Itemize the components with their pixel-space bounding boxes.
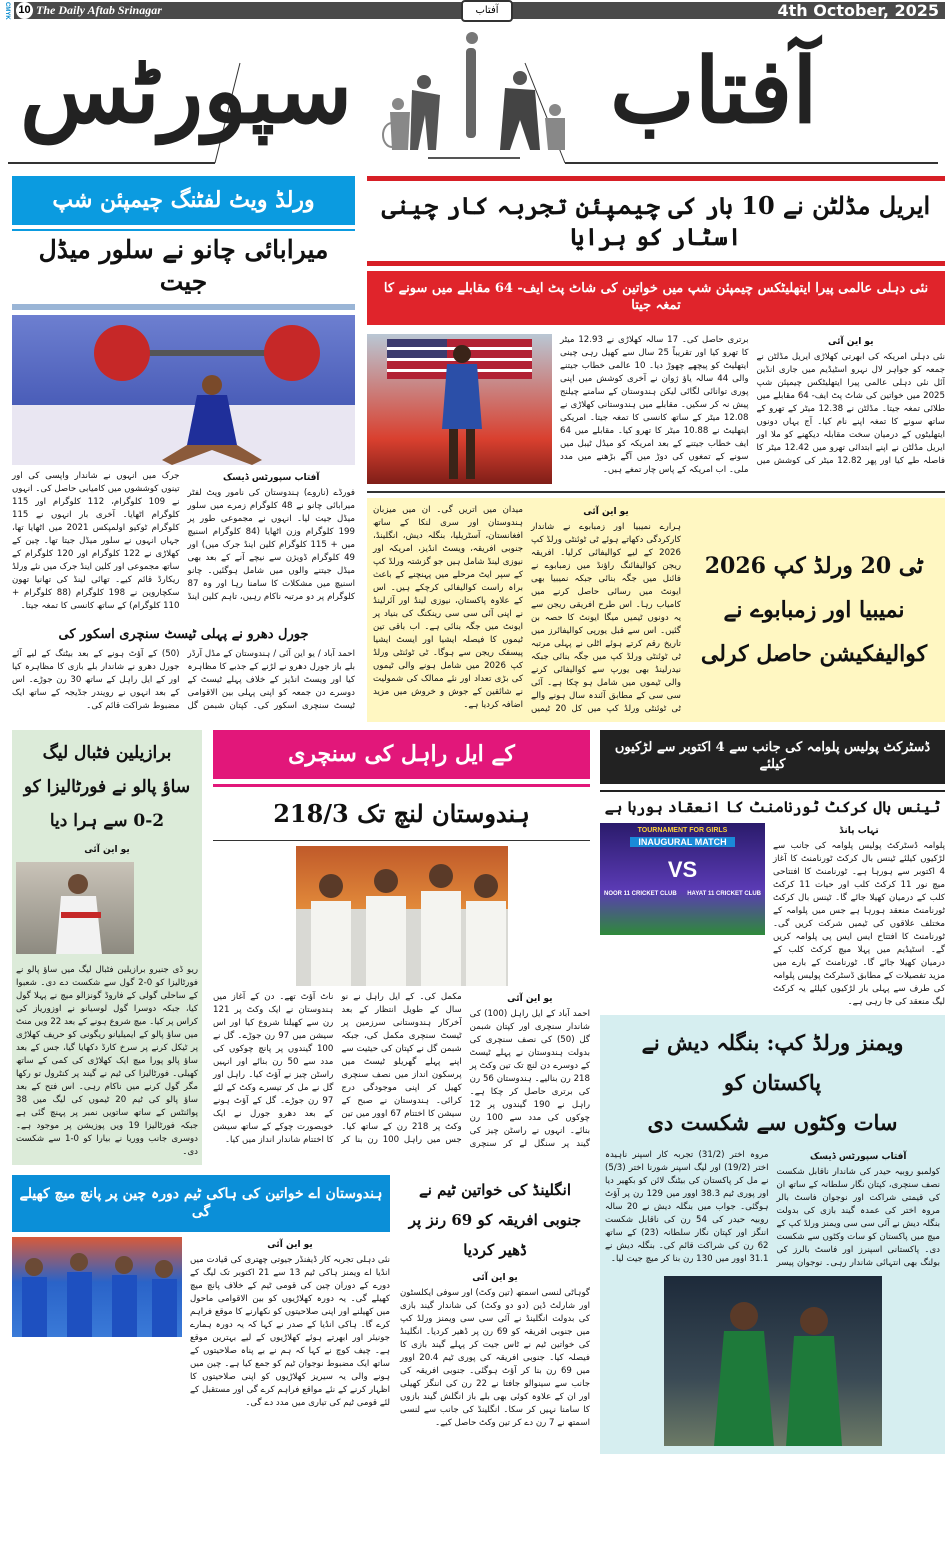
- pulwama-kicker: ڈسٹرکٹ پولیس پلوامہ کی جانب سے 4 اکتوبر سے لڑکیوں کیلئے: [614, 740, 931, 773]
- mirabai-photo: [12, 315, 355, 465]
- womens-wc-body: آفتاب سپورٹس ڈیسک کولمبو روبیہ حیدر کی شاندار ناقابل شکست نصف سنچری، کپتان نگار سلطانہ کے ساتھ ان کی قیمتی شراکت اور نوجوان فاسٹ بالر مروہ اختر کی عمدہ گیند بازی کی بدولت بنگلہ دیش نے آئی سی سی ویمنز ورلڈ کپ کے میچ میں پاکستان کو سات وکٹوں سے شکست دی۔ پاکستانی اسپنرز اور فاسٹ بالرز کی بولنگ بھی انتہائی شاندار رہی۔ نوجوان پیسر مروہ اختر (31/2) تجربہ کار اسپنر ناہیدہ اختر (19/2) اور لیگ اسپنر شورنا اختر (5/3) نے مل کر پاکستان کی بیٹنگ لائن کو بکھیر دیا اور پوری ٹیم 38.3 اوور میں 129 رن پر آؤٹ ہوگئی۔ جواب میں بنگلہ دیش نے 20 سالہ روبیہ حیدر کی 54 رن کی ناقابل شکست اننگز اور کپتان نگار سلطانہ (23) کے ساتھ 62 رن کی شراکت قائم کی۔ بنگلہ دیش نے 31.1 اوور میں 130 رن بنا کر میچ جیت لیا۔: [605, 1150, 940, 1269]
- rahul-headline: ہندوستان لنچ تک 218/3: [273, 798, 530, 828]
- middleton-subheadline: نئی دہلی عالمی پیرا ایتھلیٹکس چیمپئن شپ میں خواتین کی شاٹ پٹ ایف- 64 مقابلے میں سونے کا تمغہ جیتا: [383, 281, 929, 314]
- cmyk-marks: CMYK: [4, 2, 10, 20]
- brazil-box: [12, 730, 202, 1165]
- t20-box: [367, 498, 945, 722]
- poster-team-1: NOOR 11 CRICKET CLUB: [604, 891, 677, 898]
- page-number: 10: [16, 2, 33, 19]
- masthead-aftab: آفتاب: [610, 38, 818, 144]
- england-body: یو این آئی گوہاٹی لنسی اسمتھ (تین وکٹ) اور سوفی ایکلسٹون اور شارلٹ ڈین (دو دو وکٹ) کی شاندار گیند بازی کی بدولت انگلینڈ نے آئی سی سی ویمنز ورلڈ کپ میں جنوبی افریقہ کو 69 رن پر ڈھیر کردیا۔ انگلینڈ کی خواتین ٹیم نے ٹاس جیت کر پہلے گیند بازی کا فیصلہ کیا۔ جنوبی افریقہ کی پوری ٹیم 20.4 اوور میں 69 رن بنا کر آؤٹ ہوگئی۔ جنوبی افریقہ کی جانب سے سینوالو جافتا نے 22 رن کی اننگز کھیلی اور ان کے علاوہ کوئی بھی بلے باز انگلش گیند بازوں کا سامنا نہیں کر سکا۔ انگلینڈ کی جانب سے لنسی اسمتھ نے 7 رن دے کر تین وکٹ حاصل کیے۔: [400, 1273, 591, 1429]
- england-byline: یو این آئی: [472, 1273, 518, 1284]
- brazil-byline: یو این آئی: [84, 845, 130, 856]
- weightlifting-byline: آفتاب سپورٹس ڈیسک: [222, 472, 320, 483]
- weightlifting-body: آفتاب سپورٹس ڈیسک فورڈے (ناروے) ہندوستان کی نامور ویٹ لفٹر میرابائی چانو نے 48 کلوگرام زمرے میں سلور میڈل جیت لیا۔ انہوں نے مجموعی طور پر 199 کلوگرام وزن اٹھایا (84 کلوگرام اسنیچ میں + 115 کلوگرام کلین اینڈ جرک میں) اور 49 کلوگرام ڈویژن سے نیچے آنے کے بعد بھی میڈل جیتنے والوں میں شامل ہوگئیں۔ چانو اسنیچ میں مشکلات کا سامنا رہا اور وہ 87 کلوگرام پر دو مرتبہ ناکام رہیں، تاہم کلین اینڈ جرک میں انہوں نے شاندار واپسی کی اور تینوں کوششوں میں کامیابی حاصل کی۔ انہوں نے 109 کلوگرام، 112 کلوگرام اور 115 کلوگرام اٹھایا۔ آخری بار انہوں نے 115 کلوگرام ٹوکیو اولمپکس 2021 میں اٹھایا تھا، جہاں انہوں نے سلور میڈل جیتا تھا۔ چین کے کھلاڑی نے 122 کلوگرام اور 120 کلوگرام کے ساتھ مجموعی اور کلین اینڈ جرک میں نئے ورلڈ ریکارڈ قائم کیے۔ تھائی لینڈ کی تھانیا تھون سکچاروین نے 198 کلوگرام (88 کلوگرام + 110 کلوگرام) کے ساتھ کانسی کا تمغہ جیتا۔: [12, 470, 356, 611]
- pulwama-poster: [600, 823, 765, 935]
- rahul-kicker-box: [213, 730, 590, 779]
- t20-byline: یو این آئی: [583, 507, 629, 518]
- middleton-headline: ایریل مڈلٹن نے 10 بار کی چیمپئن تجربہ کار چینی اسٹار کو ہرایا: [381, 191, 931, 252]
- rahul-kicker: کے ایل راہل کی سنچری: [288, 741, 515, 768]
- header-logo: آفتاب: [461, 0, 513, 22]
- pulwama-kicker-box: [600, 730, 945, 784]
- poster-team-2: HAYAT 11 CRICKET CLUB: [687, 891, 761, 898]
- womens-wc-box: [600, 1015, 945, 1454]
- rahul-photo: [296, 846, 508, 986]
- weightlifting-kicker: ورلڈ ویٹ لفٹنگ چیمپئن شپ: [52, 187, 315, 213]
- middleton-body: یو این آئی نئی دہلی امریکہ کی ابھرتی کھلاڑی ایریل مڈلٹن نے جمعہ کو جواہر لال نہرو اسٹیڈیم میں جاری انڈین آئل نئی دہلی عالمی پیرا ایتھلیٹکس چیمپئن شپ 2025 میں خواتین کی شاٹ پٹ ایف- 64 مقابلے میں طلائی تمغہ جیتا۔ مڈلٹن نے 12.38 میٹر کے تھرو کے ساتھ سونے کا تمغہ اپنے نام کیا۔ آج یہاں دونوں ایتھلیٹوں کے درمیان سخت مقابلہ دیکھنے کو ملا اور ایریل مڈلٹن نے اپنے ابتدائی تھرو میں 12.42 میٹر کا فاصلہ طے کیا اور پھر 12.82 میٹر کی کوشش میں برتری حاصل کی۔ 17 سالہ کھلاڑی نے 12.93 میٹر کا تھرو کیا اور تقریباً 25 سال سے کھیل رہی چینی ایتھلیٹ کو پیچھے چھوڑ دیا۔ 10 عالمی خطاب جیتنے والی 44 سالہ یاؤ ژوان نے آخری کوشش میں اپنی پوری توانائی لگائی لیکن ہندوستان کے سامنے چیلنج پیش نہ کر سکیں۔ مقابلے میں ہندوستانی کھلاڑی نے 12.08 میٹر کے ساتھ کانسی کا تمغہ جیتا۔ امریکی ایتھلیٹ نے 10.88 میٹر کا تھرو کیا۔ مقابلے میں 64 ایف خطاب جیتنے کے بعد امریکہ کو میڈل ٹیبل میں سونے کے تمغوں کی دوڑ میں آگے بڑھنے میں مدد ملی۔ اب امریکہ کے پاس چار تمغے ہیں۔: [560, 335, 945, 476]
- issue-date: 4th October, 2025: [777, 1, 939, 20]
- poster-title: TOURNAMENT FOR GIRLS: [637, 827, 728, 835]
- womens-wc-byline: آفتاب سپورٹس ڈیسک: [809, 1152, 907, 1163]
- pulwama-headline: ٹینس بال کرکٹ ٹورنامنٹ کا انعقاد ہورہا ہے: [604, 797, 941, 816]
- paper-name: The Daily Aftab Srinagar: [36, 3, 162, 17]
- brazil-headline: برازیلین فٹبال لیگ ساؤ پالو نے فورٹالیزا کو 0-2 سے ہرا دیا: [23, 743, 191, 832]
- page-content: [12, 176, 945, 1460]
- womens-wc-photo: [664, 1276, 882, 1446]
- hockey-byline: یو این آئی: [267, 1239, 313, 1250]
- t20-headline-line2: نمیبیا اور زمبابوے نے: [723, 597, 905, 624]
- middleton-byline: یو این آئی: [828, 337, 874, 348]
- womens-wc-headline: ویمنز ورلڈ کپ: بنگلہ دیش نے پاکستان کو سات وکٹوں سے شکست دی: [641, 1030, 904, 1136]
- t20-headline-line3: کوالیفکیشن حاصل کرلی: [700, 641, 928, 668]
- hockey-body: یو این آئی نئی دہلی تجربہ کار ڈیفنڈر جیوتی چھتری کی قیادت میں انڈیا اے ویمنز ہاکی ٹیم 13 سے 21 اکتوبر تک لیگ کے دورے کے دوران چین کی قومی ٹیم کے خلاف پانچ میچ کھیلے گی۔ یہ دورہ کھلاڑیوں کو بین الاقوامی ماحول میں کھیلنے اور اپنی صلاحیتوں کو نکھارنے کا موقع فراہم کرے گا۔ ہاکی انڈیا کے صدر نے کہا کہ یہ دورہ ہمارے جونیئر اور ابھرتے ہوئے کھلاڑیوں کے لیے بہترین موقع ہے۔ چیف کوچ نے کہا کہ ہم نے بے پناہ صلاحیتوں کے ساتھ ایک مضبوط نوجوان ٹیم کو جمع کیا ہے۔ چین میں ہونے والی یہ سیریز کھلاڑیوں کو اپنی صلاحیتوں کا اظہار کرنے کے نئے مواقع فراہم کرے گی اور مستقبل کے لئے قومی ٹیم کی تیاری میں مدد دے گی۔: [190, 1239, 390, 1408]
- england-headline: انگلینڈ کی خواتین ٹیم نے جنوبی افریقہ کو 69 رنز پر ڈھیر کردیا: [408, 1181, 582, 1260]
- poster-vs: VS: [667, 857, 698, 883]
- weightlifting-headline: میرابائی چانو نے سلور میڈل جیت: [38, 234, 329, 297]
- hockey-headline-box: [12, 1175, 390, 1231]
- t20-body: یو این آئی ہرارے نمیبیا اور زمبابوے نے شاندار کارکردگی دکھاتے ہوئے ٹی ٹوئنٹی ورلڈ کپ 2026 کے لیے کوالیفائی کرلیا۔ افریقہ ریجن کوالیفائنگ راؤنڈ میں زمبابوے نے فائنل میں جگہ بنائی جبکہ نمیبیا بھی ایونٹ میں رسائی حاصل کرنے میں کامیاب رہا۔ اس طرح افریقی ریجن سے یہ دونوں ٹیمیں میگا ایونٹ کا حصہ بن گئیں۔ اس سے قبل یورپی کوالیفائرز میں تاریخ رقم کرتے ہوئے اٹلی نے پہلی مرتبہ ٹی ٹوئنٹی ورلڈ کپ میں جگہ بنائی جبکہ نیدرلینڈ بھی یورپ سے کوالیفائی کرنے والی ٹیموں میں شامل ہو چکا ہے۔ آئی سی سی کے مطابق آئندہ سال ہونے والے ٹی ٹوئنٹی ورلڈ کپ میں کل 20 ٹیمیں میدان میں اتریں گی۔ ان میں میزبان ہندوستان اور سری لنکا کے ساتھ افغانستان، آسٹریلیا، بنگلہ دیش، انگلینڈ، جنوبی افریقہ، ویسٹ انڈیز، امریکہ اور نیوزی لینڈ شامل ہیں جو گزشتہ ورلڈ کپ کے سپر ایٹ مرحلے میں پہنچنے کے باعث براہ راست کوالیفائی کرچکے ہیں۔ اس کے علاوہ پاکستان، نیوزی لینڈ اور آئرلینڈ نے اپنی آئی سی سی رینکنگ کی بنیاد پر ایونٹ میں جگہ بنائی ہے۔ اب باقی تین ٹیموں کا فیصلہ ایشیا اور ایسٹ ایشیا پیسفک ریجن سے ہوگا۔ ٹی ٹوئنٹی ورلڈ کپ 2026 میں شامل ہونے والی ٹیموں کی بڑی تعداد اور نئے ممالک کی شمولیت نے شائقین کے جوش و خروش میں مزید اضافہ کردیا ہے۔: [373, 505, 681, 715]
- brazil-photo: [16, 862, 134, 954]
- rahul-body: یو این آئی احمد آباد کے ایل راہل (100) کی شاندار سنچری اور کپتان شبمن گل (50) کی نصف سنچری کی بدولت ہندوستان نے پہلے ٹیسٹ کے دوسرے دن لنچ تک تین وکٹ پر 218 رن بنالیے۔ ہندوستان 56 رن کی برتری حاصل کر چکا ہے۔ راہل نے 190 گیندوں پر 12 چوکوں کی مدد سے 100 رن بنائے۔ انہوں نے راسٹن چیز کی گیند پر سنگل لے کر سنچری مکمل کی۔ کے ایل راہل نے نو سال کے طویل انتظار کے بعد آخرکار ہندوستانی سرزمین پر ٹیسٹ سنچری مکمل کی، جبکہ شبمن گل نے کپتان کی حیثیت سے اپنے پہلے گھریلو ٹیسٹ میں پرسکون انداز میں نصف سنچری کھیل کر اپنی موجودگی درج کرائی۔ ہندوستان نے صبح کے سیشن کا اختتام 67 اوور میں تین وکٹ پر 218 رن کے ساتھ کیا۔ جس میں راہل 100 رن بنا کر ناٹ آؤٹ تھے۔ دن کے آغاز میں ہندوستان نے ایک وکٹ پر 121 رن سے کھیلنا شروع کیا اور اس سیشن میں 97 رن جوڑے۔ گل نے 100 گیندوں پر پانچ چوکوں کی مدد سے 50 رن بنائے اور انہیں راسٹن چیز نے آؤٹ کیا۔ راہل اور گل نے مل کر تیسرے وکٹ کے لئے 97 رن جوڑے۔ گل کے آؤٹ ہونے کے بعد دھرو جورل نے ایک خوبصورت چوکے کے ساتھ سیشن کا اختتام شاندار انداز میں کیا۔: [213, 991, 590, 1149]
- middleton-subhead-box: [367, 271, 945, 325]
- middleton-photo: [367, 334, 552, 484]
- top-bar: [14, 2, 945, 19]
- t20-headline: [689, 544, 939, 676]
- masthead-sports: سپورٹس: [20, 38, 353, 144]
- poster-subtitle: INAUGURAL MATCH: [630, 837, 735, 847]
- rahul-byline: یو این آئی: [507, 993, 553, 1004]
- jurel-headline: جورل دھرو نے پہلی ٹیسٹ سنچری اسکور کی: [58, 626, 309, 642]
- weightlifting-kicker-box: [12, 176, 355, 229]
- brazil-body: ریو ڈی جنیرو برازیلین فٹبال لیگ میں ساؤ پالو نے فورٹالیزا کو 0-2 گول سے شکست دے دی۔ شعبوا کے ساحلی گولی کے فاروڈ گونزالو میچ نے پہلا گول کیا، جبکہ دوسرا گول لوسیانو نے اوزوریاز کی کراس پر کیا۔ میچ شروع ہونے کے بعد 22 ویں منٹ میں ساؤ پالو کے ایمیلیانو ریگونی کو حریف کھلاڑی پر ٹیکل کرنے پر سرخ کارڈ دکھایا گیا، جس کے بعد ساؤ پالو پورا میچ ایک کھلاڑی کی کمی کے ساتھ کھیلی۔ فورٹالیزا کی ٹیم نے گیند پر کنٹرول تو رکھا مگر گول کرنے میں ناکام رہی۔ اس فتح کے بعد ساؤ پالو کی ٹیم 20 ٹیموں کی لیگ میں 38 پوائنٹس کے ساتھ ساتویں نمبر پر پہنچ گئی ہے جبکہ فورٹالیزا 19 ویں پوزیشن پر موجود ہے۔ دوسری جانب ووریا نے بیارا کو 0-1 سے شکست دی۔: [16, 965, 199, 1158]
- hockey-photo: [12, 1237, 182, 1337]
- hockey-headline: ہندوستان اے خواتین کی ہاکی ٹیم دورہ چین پر پانچ میچ کھیلے گی: [19, 1186, 383, 1221]
- pulwama-body: تہاب پانڈ پلوامہ ڈسٹرکٹ پولیس پلوامہ کی جانب سے لڑکیوں کیلئے ٹینس بال کرکٹ ٹورنامنٹ کا آغاز 4 اکتوبر سے ہورہا ہے۔ ٹورنامنٹ کا افتتاحی میچ نور 11 کرکٹ کلب اور حیات 11 کرکٹ کلب کے درمیان کھیلا جائے گا۔ ٹینس بال کرکٹ ٹورنامنٹ منعقد ہورہا ہے جس میں پلوامہ کے مختلف علاقوں کی ٹیمیں شرکت کریں گی۔ ٹورنامنٹ کا افتتاح ایس ایس پی پلوامہ کریں گے۔ اسٹیڈیم میں پہلا میچ کرکٹ کلب کے درمیان کھیلا جائے گا۔ ٹورنامنٹ کے بارے میں مزید تفصیلات کے مطابق ڈسٹرکٹ پولیس پلوامہ کی طرف سے پہلی بار لڑکیوں کیلئے یہ کرکٹ لیگ منعقد کی جا رہی ہے۔: [773, 826, 945, 1008]
- jurel-body: احمد آباد / یو این آئی / ہندوستان کے مڈل آرڈر بلے باز جورل دھرو نے لڑنے کے جذبے کا مظاہرہ کیا اور ویسٹ انڈیز کے خلاف پہلے ٹیسٹ کے دوسرے دن جمعہ کو اپنی پہلی بین الاقوامی ٹیسٹ سنچری اسکور کی۔ کپتان شبمن گل (50) کے آؤٹ ہونے کے بعد بیٹنگ کے لیے آئے جورل دھرو نے شاندار بلے بازی کا مظاہرہ کیا اور کے ایل راہل کے ساتھ 30 رن جوڑے۔ اس کے بعد انہوں نے رویندر جڈیجہ کے ساتھ ایک مضبوط شراکت قائم کی۔: [12, 649, 355, 712]
- pulwama-byline: تہاب پانڈ: [839, 826, 879, 837]
- t20-headline-line1: ٹی 20 ورلڈ کپ 2026: [704, 553, 924, 580]
